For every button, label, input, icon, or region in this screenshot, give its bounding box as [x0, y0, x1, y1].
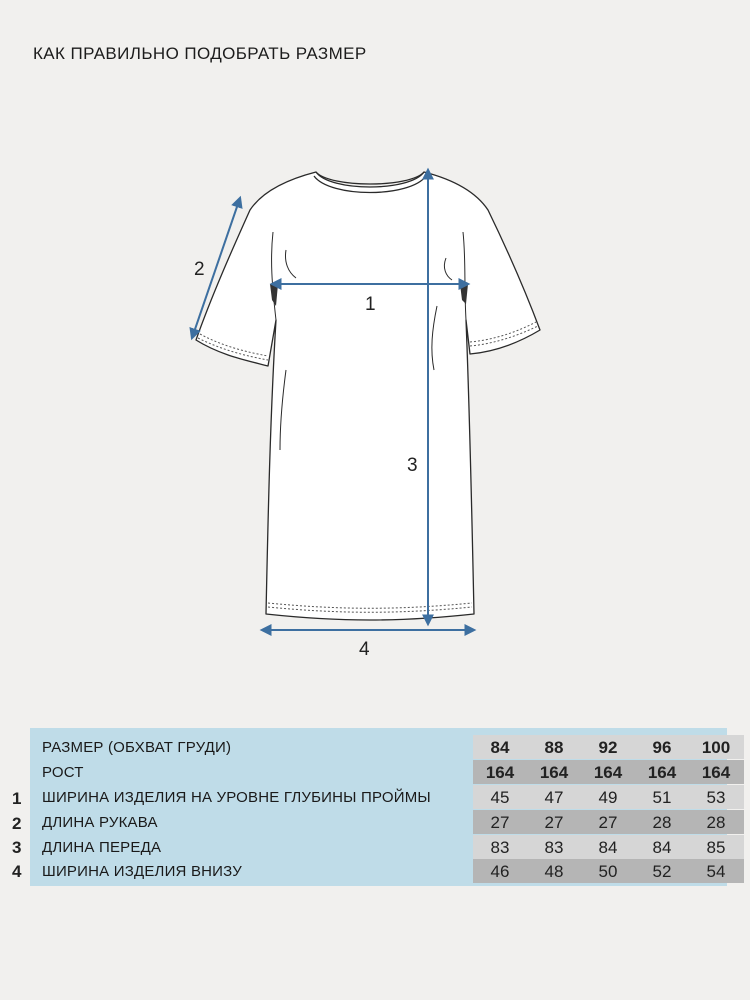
- table-row: [30, 785, 727, 809]
- table-cell: 28: [706, 813, 726, 832]
- table-cell: 27: [490, 813, 510, 832]
- table-cell: 48: [544, 862, 564, 881]
- table-cell: 164: [647, 763, 677, 782]
- table-cell: 52: [652, 862, 672, 881]
- table-row: [30, 760, 731, 784]
- row-number-1: 1: [12, 789, 22, 808]
- table-cell: 164: [701, 763, 731, 782]
- table-cell: 53: [706, 788, 726, 807]
- size-table: [30, 728, 731, 886]
- row-label: РОСТ: [42, 764, 84, 781]
- table-cell: 88: [544, 738, 564, 757]
- table-cell: 96: [652, 738, 672, 757]
- table-cell: 46: [490, 862, 510, 881]
- table-cell: 54: [706, 862, 726, 881]
- table-cell: 83: [490, 838, 510, 857]
- table-cell: 92: [598, 738, 618, 757]
- row-label: ШИРИНА ИЗДЕЛИЯ ВНИЗУ: [42, 863, 242, 880]
- row-label: ДЛИНА ПЕРЕДА: [42, 839, 162, 856]
- table-cell: 85: [706, 838, 726, 857]
- table-cell: 84: [490, 738, 510, 757]
- table-cell: 83: [544, 838, 564, 857]
- table-row: [30, 735, 731, 759]
- measure-label-1: 1: [365, 294, 376, 315]
- table-cell: 45: [490, 788, 510, 807]
- page-title: КАК ПРАВИЛЬНО ПОДОБРАТЬ РАЗМЕР: [33, 44, 367, 63]
- table-row: [30, 835, 727, 859]
- table-cell: 164: [539, 763, 569, 782]
- table-cell: 84: [652, 838, 672, 857]
- table-cell: 27: [598, 813, 618, 832]
- measure-label-3: 3: [407, 455, 418, 476]
- table-cell: 51: [652, 788, 672, 807]
- table-cell: 27: [544, 813, 564, 832]
- table-cell: 164: [593, 763, 623, 782]
- table-cell: 50: [598, 862, 618, 881]
- row-number-2: 2: [12, 814, 22, 833]
- row-number-4: 4: [12, 862, 22, 881]
- tshirt-outline: [196, 172, 540, 620]
- table-row: [30, 859, 727, 883]
- table-cell: 84: [598, 838, 618, 857]
- row-label: РАЗМЕР (ОБХВАТ ГРУДИ): [42, 739, 232, 756]
- table-cell: 100: [701, 738, 731, 757]
- table-cell: 47: [544, 788, 564, 807]
- table-cell: 164: [485, 763, 515, 782]
- row-label: ШИРИНА ИЗДЕЛИЯ НА УРОВНЕ ГЛУБИНЫ ПРОЙМЫ: [42, 789, 431, 806]
- table-row: [30, 810, 727, 834]
- row-label: ДЛИНА РУКАВА: [42, 814, 158, 831]
- table-cell: 28: [652, 813, 672, 832]
- row-number-3: 3: [12, 838, 22, 857]
- table-cell: 49: [598, 788, 618, 807]
- measure-label-4: 4: [359, 639, 370, 660]
- measure-label-2: 2: [194, 259, 205, 280]
